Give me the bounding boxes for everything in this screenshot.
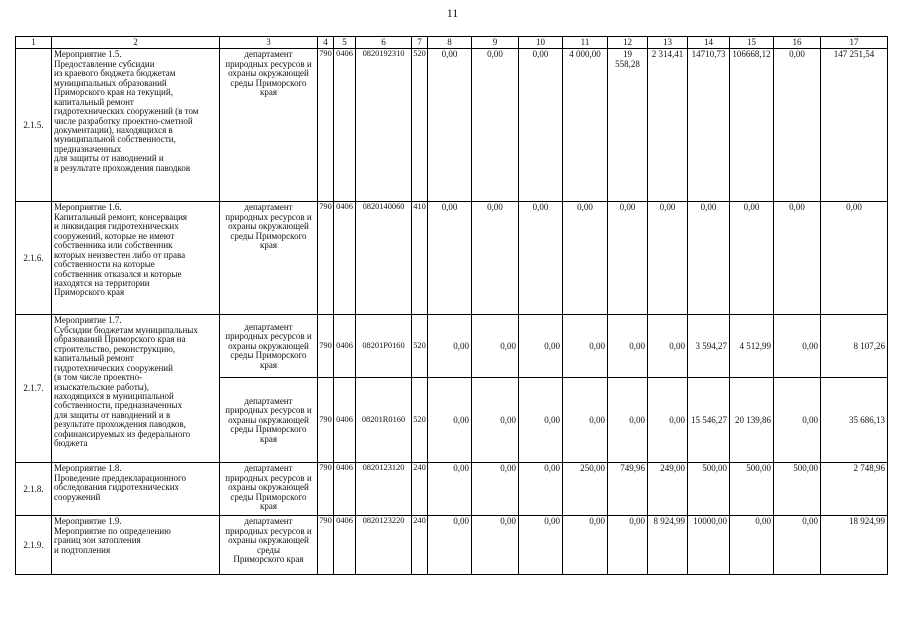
- header-cell: 2: [52, 37, 220, 49]
- header-cell: 12: [608, 37, 648, 49]
- section-code-cell: 0406: [334, 202, 356, 315]
- value-cell: 0,00: [472, 516, 519, 575]
- value-cell: 0,00: [774, 202, 821, 315]
- value-cell: 0,00: [428, 463, 472, 516]
- value-cell: 0,00: [519, 463, 563, 516]
- value-cell: 19 558,28: [608, 49, 648, 202]
- value-cell: 0,00: [648, 378, 688, 463]
- header-cell: 14: [688, 37, 730, 49]
- value-cell: 0,00: [608, 202, 648, 315]
- value-cell: 0,00: [472, 202, 519, 315]
- value-cell: 4 512,99: [730, 315, 774, 378]
- value-cell: 0,00: [821, 202, 888, 315]
- value-cell: 2 748,96: [821, 463, 888, 516]
- header-cell: 5: [334, 37, 356, 49]
- admin-code-cell: 790: [318, 49, 334, 202]
- value-cell: 0,00: [608, 516, 648, 575]
- value-cell: 0,00: [648, 315, 688, 378]
- activity-cell: Мероприятие 1.7. Субсидии бюджетам муниципальных образований Приморского края на строительство, реконструкцию, капитальный ремонт гидротехнических сооружений (в том числе проектно- изыскательские работы), находящихся в муниципальной собственности, предназначенных для защиты от наводнений и в результате прохождения паводков, софинансируемых из федерального бюджета: [52, 315, 220, 463]
- row-number-cell: 2.1.6.: [16, 202, 52, 315]
- row-number-cell: 2.1.7.: [16, 315, 52, 463]
- header-cell: 7: [412, 37, 428, 49]
- header-cell: 13: [648, 37, 688, 49]
- value-cell: 0,00: [472, 463, 519, 516]
- target-article-cell: 0820192310: [356, 49, 412, 202]
- value-cell: 0,00: [519, 315, 563, 378]
- value-cell: 147 251,54: [821, 49, 888, 202]
- value-cell: 8 924,99: [648, 516, 688, 575]
- value-cell: 0,00: [428, 378, 472, 463]
- expense-type-cell: 520: [412, 49, 428, 202]
- header-cell: 1: [16, 37, 52, 49]
- value-cell: 0,00: [688, 202, 730, 315]
- department-cell: департамент природных ресурсов и охраны окружающей среды Приморского края: [220, 49, 318, 202]
- value-cell: 15 546,27: [688, 378, 730, 463]
- value-cell: 0,00: [519, 516, 563, 575]
- table-body: [16, 37, 888, 575]
- header-cell: 16: [774, 37, 821, 49]
- value-cell: 0,00: [472, 378, 519, 463]
- value-cell: 0,00: [472, 315, 519, 378]
- value-cell: 0,00: [563, 516, 608, 575]
- value-cell: 0,00: [730, 202, 774, 315]
- activity-cell: Мероприятие 1.9. Мероприятие по определению границ зон затопления и подтопления: [52, 516, 220, 575]
- value-cell: 0,00: [774, 516, 821, 575]
- row-number-cell: 2.1.8.: [16, 463, 52, 516]
- value-cell: 0,00: [563, 378, 608, 463]
- section-code-cell: 0406: [334, 49, 356, 202]
- department-cell: департамент природных ресурсов и охраны окружающей среды Приморского края: [220, 315, 318, 378]
- value-cell: 0,00: [428, 315, 472, 378]
- department-cell: департамент природных ресурсов и охраны окружающей среды Приморского края: [220, 202, 318, 315]
- table-row: [16, 202, 888, 315]
- admin-code-cell: 790: [318, 516, 334, 575]
- table-row: [16, 49, 888, 202]
- header-cell: 11: [563, 37, 608, 49]
- activity-cell: Мероприятие 1.6. Капитальный ремонт, консервация и ликвидация гидротехнических сооружений, которые не имеют собственника или собственник которых неизвестен либо от права собственности на которые собственник отказался и которые находятся на территории Приморского края: [52, 202, 220, 315]
- target-article-cell: 08201R0160: [356, 378, 412, 463]
- expense-type-cell: 410: [412, 202, 428, 315]
- section-code-cell: 0406: [334, 315, 356, 378]
- header-cell: 9: [472, 37, 519, 49]
- header-cell: 4: [318, 37, 334, 49]
- value-cell: 4 000,00: [563, 49, 608, 202]
- value-cell: 10000,00: [688, 516, 730, 575]
- header-cell: 17: [821, 37, 888, 49]
- target-article-cell: 0820123120: [356, 463, 412, 516]
- department-cell: департамент природных ресурсов и охраны окружающей среды Приморского края: [220, 463, 318, 516]
- expense-type-cell: 240: [412, 516, 428, 575]
- value-cell: 14710,73: [688, 49, 730, 202]
- value-cell: 500,00: [774, 463, 821, 516]
- value-cell: 500,00: [730, 463, 774, 516]
- expense-type-cell: 240: [412, 463, 428, 516]
- value-cell: 18 924,99: [821, 516, 888, 575]
- value-cell: 8 107,26: [821, 315, 888, 378]
- value-cell: 0,00: [519, 49, 563, 202]
- department-cell: департамент природных ресурсов и охраны окружающей среды Приморского края: [220, 516, 318, 575]
- admin-code-cell: 790: [318, 463, 334, 516]
- value-cell: 0,00: [608, 315, 648, 378]
- table-row: [16, 463, 888, 516]
- activity-cell: Мероприятие 1.5. Предоставление субсидии из краевого бюджета бюджетам муниципальных образований Приморского края на текущий, капитальный ремонт гидротехнических сооружений (в том числе разработку проектно-сметной документации), находящихся в муниципальной собственности, предназначенных для защиты от наводнений и в результате прохождения паводков: [52, 49, 220, 202]
- value-cell: 0,00: [519, 202, 563, 315]
- value-cell: 3 594,27: [688, 315, 730, 378]
- value-cell: 500,00: [688, 463, 730, 516]
- value-cell: 2 314,41: [648, 49, 688, 202]
- expense-type-cell: 520: [412, 378, 428, 463]
- value-cell: 20 139,86: [730, 378, 774, 463]
- value-cell: 0,00: [563, 202, 608, 315]
- header-row: [16, 37, 888, 49]
- table-row: [16, 516, 888, 575]
- value-cell: 35 686,13: [821, 378, 888, 463]
- value-cell: 0,00: [608, 378, 648, 463]
- target-article-cell: 0820123220: [356, 516, 412, 575]
- value-cell: 749,96: [608, 463, 648, 516]
- section-code-cell: 0406: [334, 463, 356, 516]
- value-cell: 250,00: [563, 463, 608, 516]
- department-cell: департамент природных ресурсов и охраны окружающей среды Приморского края: [220, 378, 318, 463]
- value-cell: 0,00: [428, 49, 472, 202]
- value-cell: 0,00: [428, 202, 472, 315]
- value-cell: 0,00: [774, 378, 821, 463]
- value-cell: 0,00: [563, 315, 608, 378]
- value-cell: 0,00: [730, 516, 774, 575]
- section-code-cell: 0406: [334, 378, 356, 463]
- row-number-cell: 2.1.9.: [16, 516, 52, 575]
- value-cell: 106668,12: [730, 49, 774, 202]
- admin-code-cell: 790: [318, 315, 334, 378]
- table-row: [16, 315, 888, 378]
- value-cell: 249,00: [648, 463, 688, 516]
- admin-code-cell: 790: [318, 378, 334, 463]
- section-code-cell: 0406: [334, 516, 356, 575]
- expense-type-cell: 520: [412, 315, 428, 378]
- admin-code-cell: 790: [318, 202, 334, 315]
- budget-table: [15, 36, 888, 575]
- page-number: 11: [446, 6, 459, 20]
- target-article-cell: 08201P0160: [356, 315, 412, 378]
- header-cell: 3: [220, 37, 318, 49]
- value-cell: 0,00: [648, 202, 688, 315]
- row-number-cell: 2.1.5.: [16, 49, 52, 202]
- value-cell: 0,00: [519, 378, 563, 463]
- value-cell: 0,00: [428, 516, 472, 575]
- value-cell: 0,00: [774, 49, 821, 202]
- header-cell: 8: [428, 37, 472, 49]
- value-cell: 0,00: [472, 49, 519, 202]
- header-cell: 10: [519, 37, 563, 49]
- header-cell: 6: [356, 37, 412, 49]
- activity-cell: Мероприятие 1.8. Проведение преддекларационного обследования гидротехнических сооружений: [52, 463, 220, 516]
- header-cell: 15: [730, 37, 774, 49]
- target-article-cell: 0820140060: [356, 202, 412, 315]
- value-cell: 0,00: [774, 315, 821, 378]
